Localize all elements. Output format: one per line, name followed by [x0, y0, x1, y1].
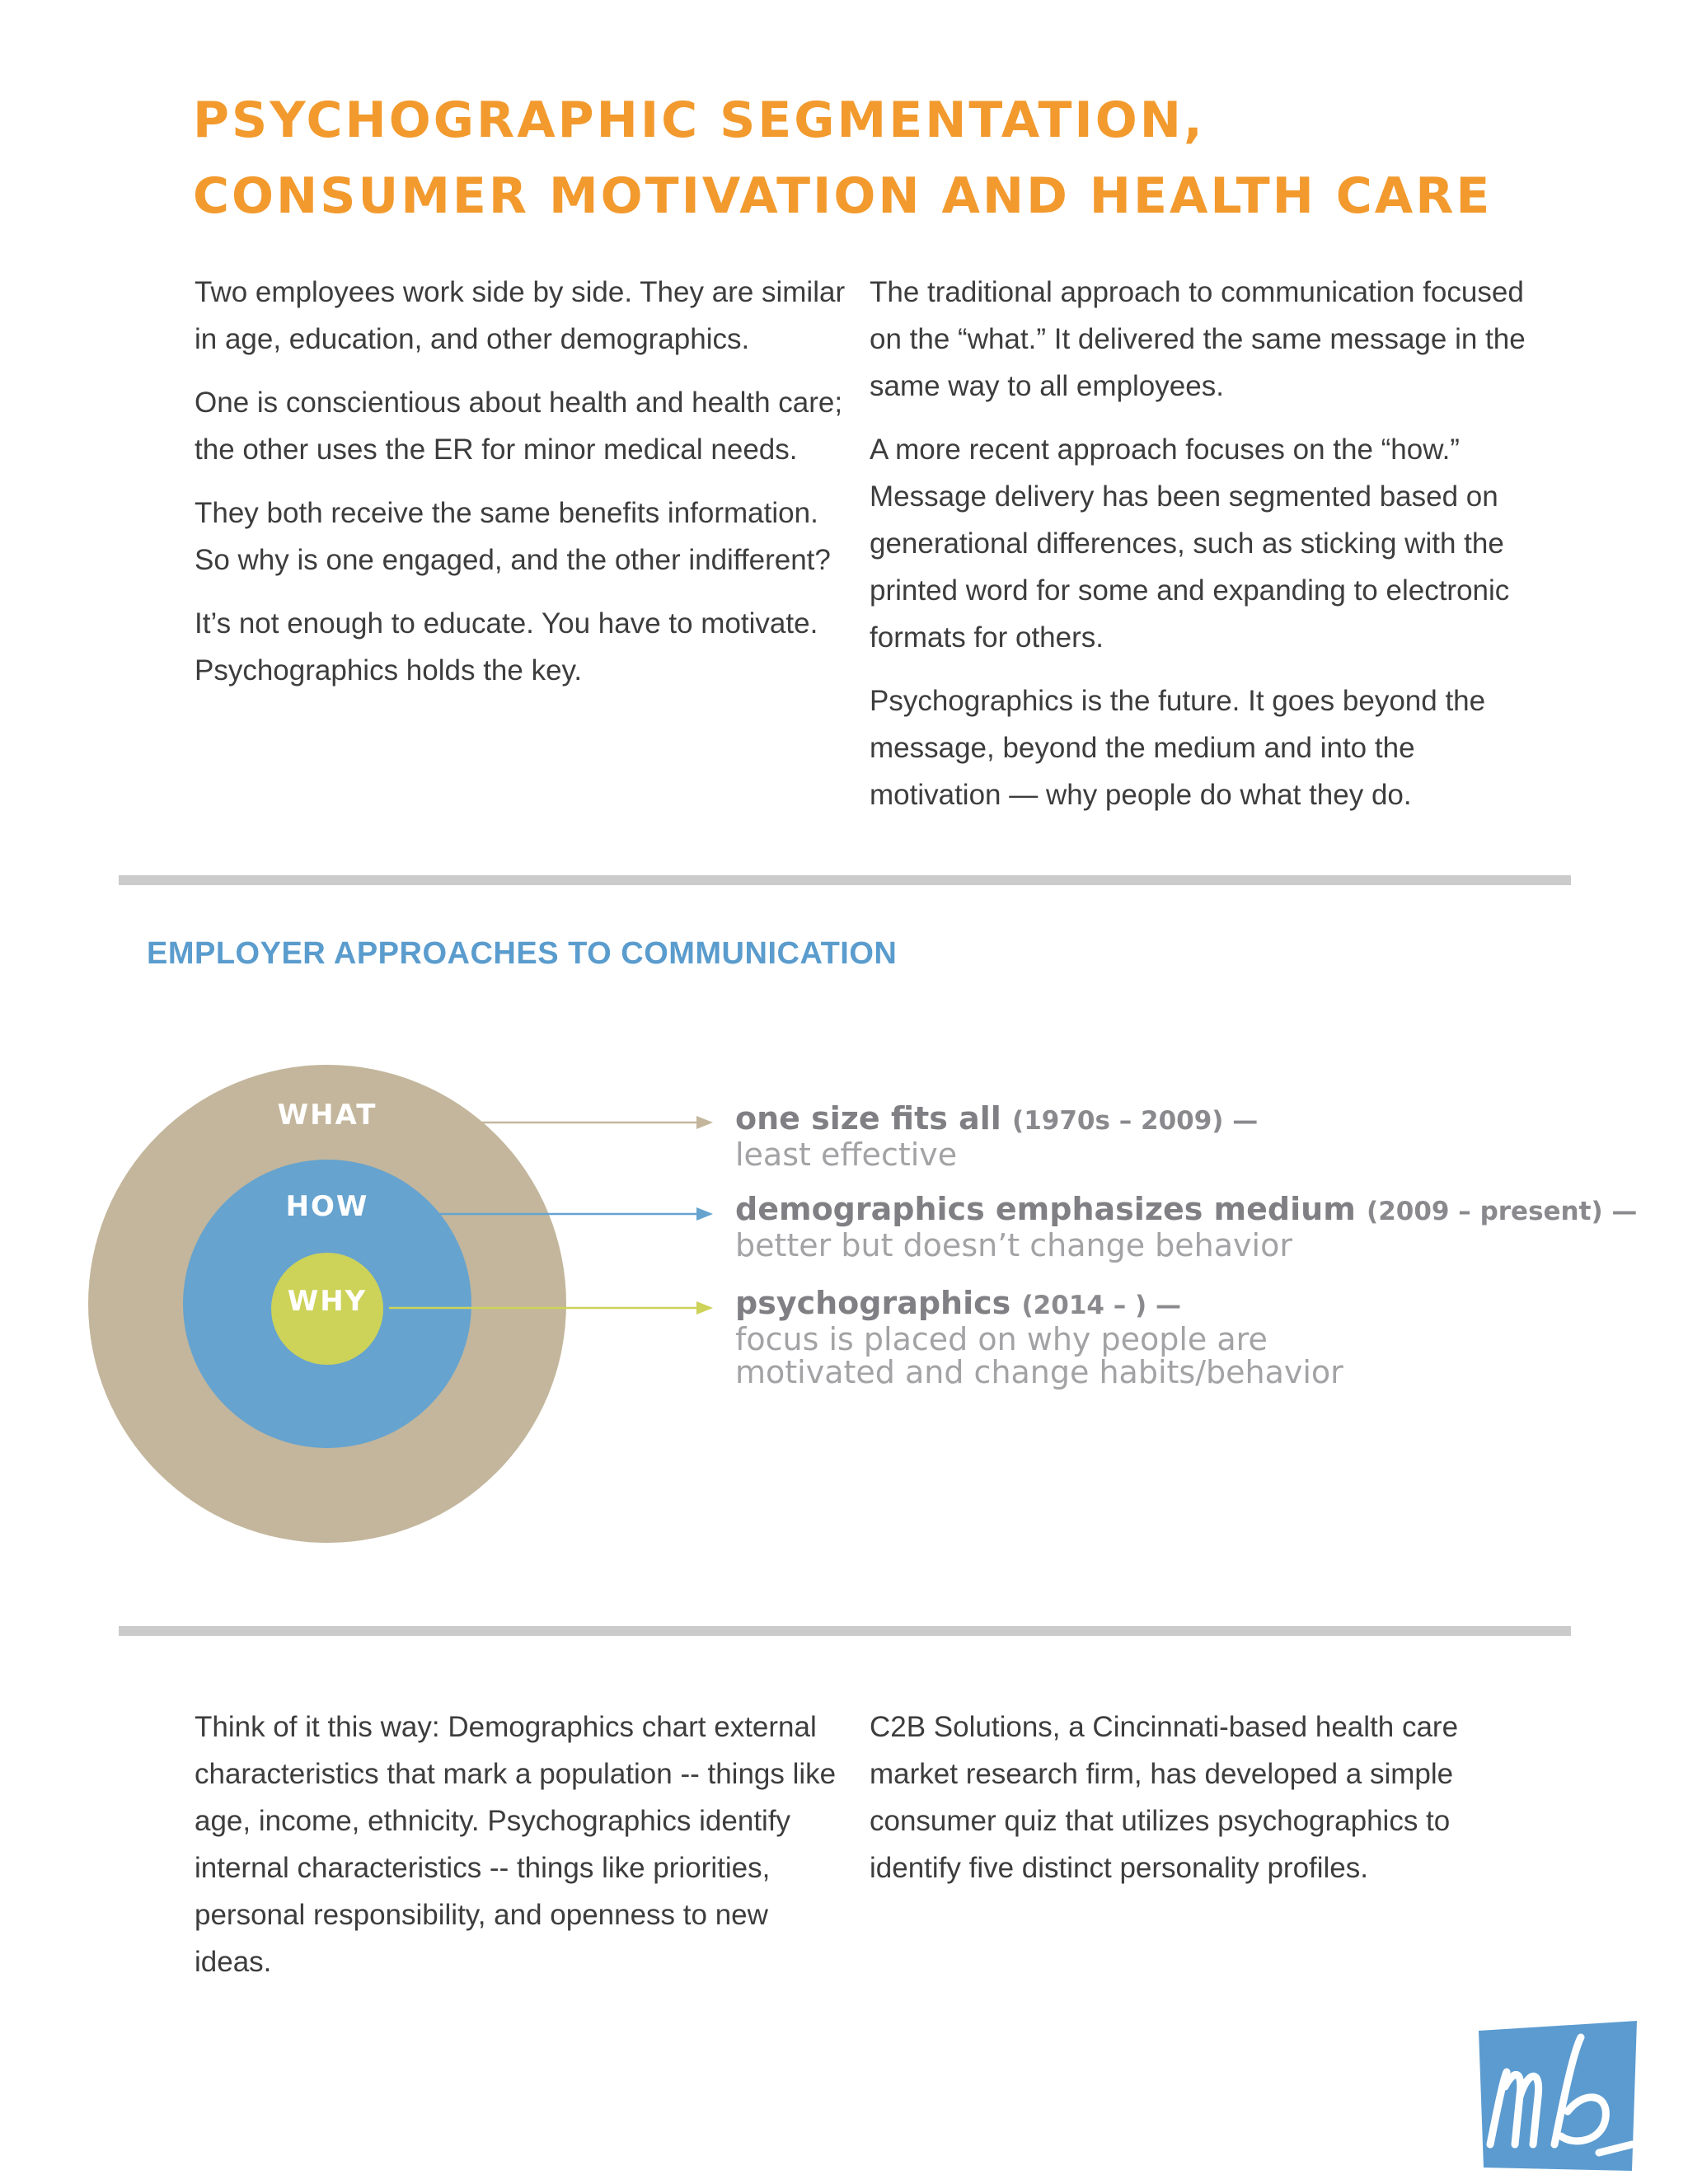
- approach-period: (2014 – ): [1021, 1291, 1147, 1320]
- section-divider: [119, 1626, 1571, 1636]
- what-label: WHAT: [277, 1099, 377, 1132]
- page-title: [193, 82, 1492, 234]
- approach-what-description: [735, 1101, 1258, 1171]
- intro-paragraph: It’s not enough to educate. You have to motivate. Psychographics holds the key.: [195, 607, 818, 687]
- approach-period: (2009 – present): [1367, 1197, 1603, 1226]
- approach-summary: least effective: [735, 1137, 958, 1173]
- closing-right-column: [870, 1704, 1529, 1908]
- intro-left-column: [195, 269, 846, 710]
- approach-name: psychographics: [735, 1285, 1011, 1321]
- approach-dash: —: [1146, 1291, 1182, 1320]
- title-line-1: PSYCHOGRAPHIC SEGMENTATION,: [193, 91, 1205, 149]
- approach-summary: better but doesn’t change behavior: [735, 1227, 1292, 1263]
- approach-name: one size fits all: [735, 1100, 1001, 1137]
- section-heading: EMPLOYER APPROACHES TO COMMUNICATION: [147, 936, 898, 971]
- closing-paragraph: C2B Solutions, a Cincinnati-based health care market research firm, has developed a simple consumer quiz that utilizes psychographics to identify five distinct personality profiles.: [870, 1711, 1459, 1884]
- approach-dash: —: [1223, 1106, 1259, 1136]
- intro-paragraph: Two employees work side by side. They are similar in age, education, and other demographics.: [195, 276, 846, 355]
- how-label: HOW: [285, 1190, 369, 1223]
- approach-period: (1970s – 2009): [1012, 1106, 1224, 1136]
- closing-paragraph: Think of it this way: Demographics chart external characteristics that mark a population -- things like age, income, ethnicity. Psychographics identify internal characteristics -- things like priorities, personal responsibility, and openness to new ideas.: [195, 1711, 837, 1978]
- intro-paragraph: One is conscientious about health and health care; the other uses the ER for minor medical needs.: [195, 387, 843, 466]
- intro-right-column: [870, 269, 1529, 835]
- mb-logo: [1475, 2021, 1640, 2172]
- intro-paragraph: Psychographics is the future. It goes beyond the message, beyond the medium and into the motivation — why people do what they do.: [870, 685, 1486, 811]
- approach-how-description: [735, 1192, 1637, 1262]
- approach-dash: —: [1602, 1197, 1638, 1226]
- intro-paragraph: The traditional approach to communication focused on the “what.” It delivered the same message in the same way to all employees.: [870, 276, 1526, 402]
- approach-why-description: [735, 1286, 1343, 1389]
- approach-summary: motivated and change habits/behavior: [735, 1354, 1343, 1390]
- closing-left-column: [195, 1704, 846, 2002]
- title-line-2: CONSUMER MOTIVATION AND HEALTH CARE: [193, 167, 1493, 225]
- approach-name: demographics emphasizes medium: [735, 1191, 1356, 1227]
- why-label: WHY: [287, 1285, 368, 1318]
- section-divider: [119, 875, 1571, 885]
- intro-paragraph: They both receive the same benefits information. So why is one engaged, and the other indifferent?: [195, 497, 831, 576]
- approach-summary: focus is placed on why people are: [735, 1321, 1268, 1357]
- intro-paragraph: A more recent approach focuses on the “how.” Message delivery has been segmented based on generational differences, such as sticking with the printed word for some and expanding to electronic formats for others.: [870, 434, 1510, 654]
